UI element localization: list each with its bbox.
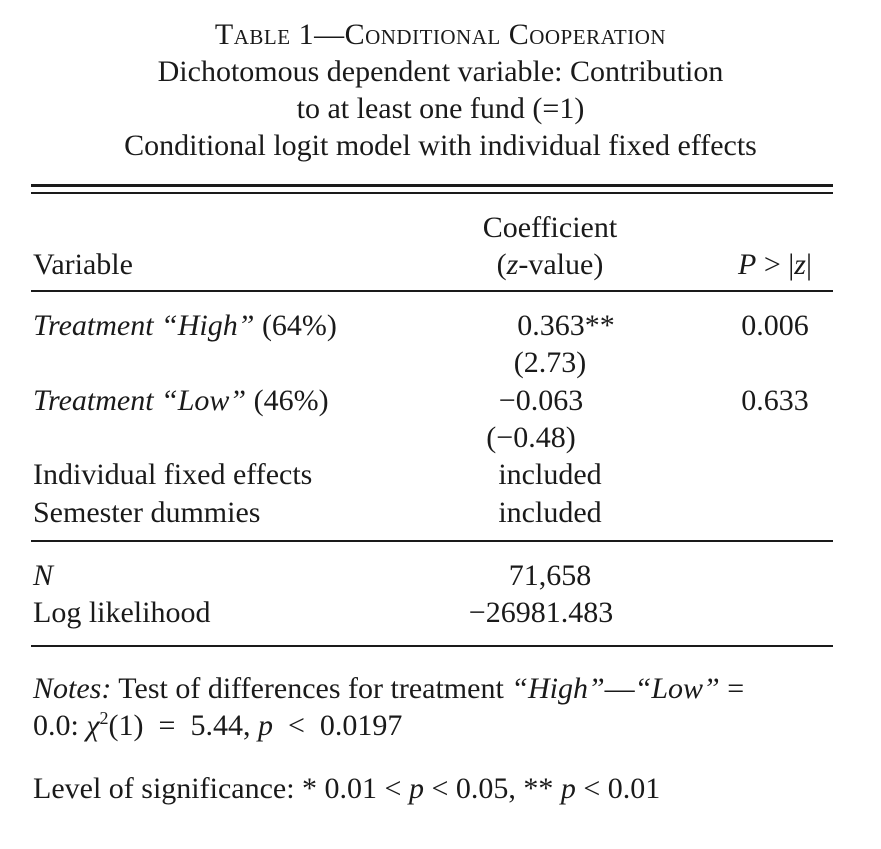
table-row-z-value: (2.73)	[513, 346, 587, 379]
body-rule	[31, 540, 833, 542]
table-row-coefficient: included	[498, 458, 602, 491]
header-variable: Variable	[33, 248, 133, 281]
table-subtitle-line-2: to at least one fund (=1)	[296, 92, 585, 125]
table-title-main: Table 1—Conditional Cooperation	[214, 18, 667, 51]
significance-note	[33, 770, 833, 807]
header-z-open: (	[496, 248, 507, 281]
notes-p: p	[257, 709, 273, 742]
table-notes	[33, 670, 833, 744]
header-p-gt: > |	[756, 248, 795, 281]
table-row-label: Semester dummies	[33, 496, 261, 529]
notes-chi: χ	[86, 709, 100, 742]
significance-p-1: p	[408, 772, 424, 805]
header-p-symbol: P	[738, 248, 757, 281]
table-row-z-value: (−0.48)	[486, 421, 576, 454]
header-p-z: z	[794, 248, 806, 281]
significance-text-a: Level of significance: * 0.01 <	[33, 772, 409, 805]
table-subtitle-line-3: Conditional logit model with individual fixed effects	[124, 129, 757, 162]
bottom-rule	[31, 645, 833, 647]
top-double-rule-lower	[31, 192, 833, 194]
significance-text-c: < 0.01	[575, 772, 661, 805]
header-z-value	[497, 246, 604, 283]
notes-low: “Low”	[634, 672, 720, 705]
row-label-share: (46%)	[246, 384, 329, 417]
header-rule	[31, 290, 833, 292]
table-row-label: Individual fixed effects	[33, 458, 313, 491]
header-p-close: |	[805, 248, 812, 281]
row-label-italic: Treatment “Low”	[33, 384, 247, 417]
row-label-italic: Treatment “High”	[33, 309, 255, 342]
table-row-coefficient: included	[498, 496, 602, 529]
notes-text: Test of differences for treatment	[111, 672, 512, 705]
table-title	[0, 16, 881, 164]
notes-chi-superscript: 2	[99, 708, 109, 728]
table-row-p-value: 0.006	[741, 309, 809, 342]
header-p-value	[738, 246, 812, 283]
table-row-label	[33, 382, 329, 419]
notes-high: “High”	[511, 672, 605, 705]
table-row-coefficient: −0.063	[498, 384, 584, 417]
stat-value-log-likelihood: −26981.483	[468, 596, 614, 629]
notes-label: Notes:	[33, 672, 112, 705]
stat-value-n: 71,658	[508, 559, 592, 592]
table-subtitle-line-1: Dichotomous dependent variable: Contribution	[157, 55, 724, 88]
notes-dash: —	[604, 672, 635, 705]
header-coefficient: Coefficient	[482, 211, 618, 244]
notes-p-value: < 0.0197	[272, 709, 403, 742]
significance-p-2: p	[560, 772, 576, 805]
header-z-rest: -value)	[518, 248, 604, 281]
top-double-rule-upper	[31, 184, 833, 187]
header-z-symbol: z	[506, 248, 519, 281]
table-row-coefficient: 0.363**	[517, 309, 615, 342]
notes-zero: 0.0:	[33, 709, 87, 742]
notes-chi-value: (1) = 5.44,	[108, 709, 258, 742]
notes-line-1	[33, 670, 833, 707]
notes-equals: =	[719, 672, 745, 705]
stat-label-log-likelihood: Log likelihood	[33, 596, 211, 629]
table-row-label	[33, 307, 337, 344]
stat-label-n: N	[33, 559, 54, 592]
row-label-share: (64%)	[254, 309, 337, 342]
notes-line-2	[33, 707, 833, 744]
significance-text-b: < 0.05, **	[423, 772, 561, 805]
table-row-p-value: 0.633	[741, 384, 809, 417]
